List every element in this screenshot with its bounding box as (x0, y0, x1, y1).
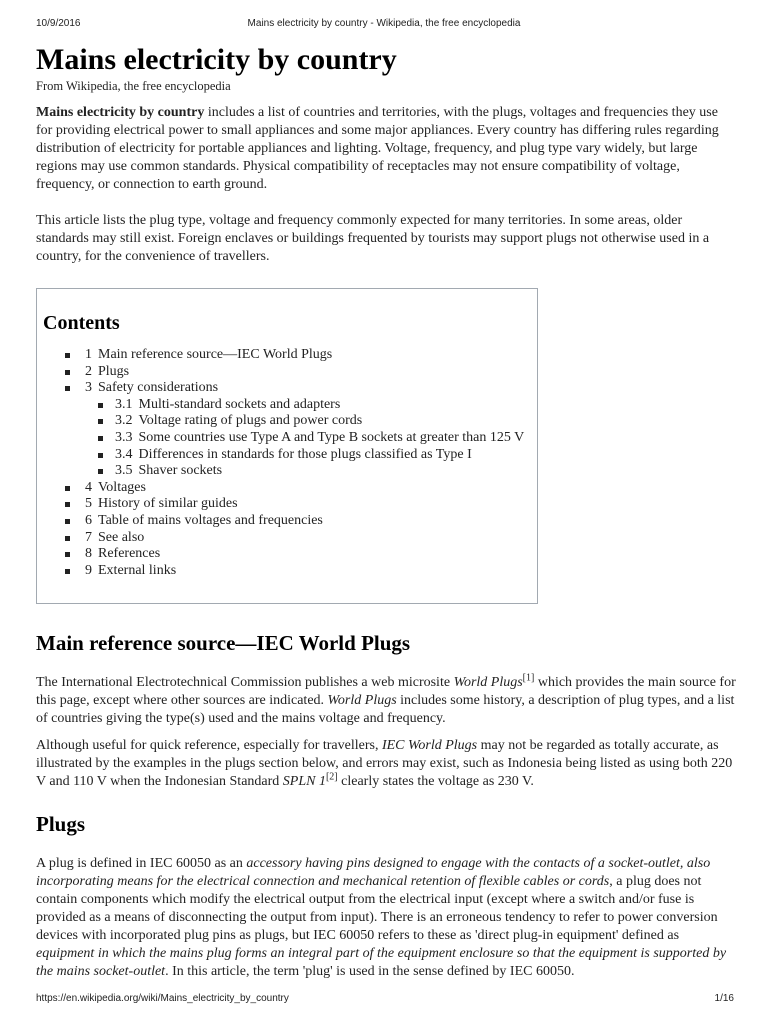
toc-item-number: 8 (85, 546, 92, 562)
toc-item-label[interactable]: Main reference source—IEC World Plugs (98, 347, 333, 362)
toc-item[interactable] (43, 413, 537, 430)
toc-item[interactable] (43, 364, 537, 381)
toc-item-label[interactable]: Plugs (98, 363, 130, 379)
print-date: 10/9/2016 (36, 18, 81, 29)
section1-paragraph-1: The International Electrotechnical Commission publishes a web microsite World Plugs[1] which provides the main source for this page, except where other sources are indicated. World Plugs includes some history, a description of plug types, and a list of countries giving the type(s) used and the mains voltage and frequency. (36, 672, 736, 726)
toc-item-number: 5 (85, 496, 92, 512)
toc-item-number: 3.1 (115, 396, 133, 412)
page-title: Mains electricity by country (36, 43, 397, 76)
toc-item-number: 6 (85, 512, 92, 528)
toc-item-number: 3.2 (115, 413, 133, 429)
print-url: https://en.wikipedia.org/wiki/Mains_electricity_by_country (36, 993, 289, 1004)
scope-paragraph: This article lists the plug type, voltage and frequency commonly expected for many territories. In some areas, older standards may still exist. Foreign enclaves or buildings frequented by tourists may support plugs not otherwise used in a country, for the convenience of travellers. (36, 213, 710, 264)
toc-item[interactable] (43, 546, 537, 563)
toc-item-label[interactable]: Voltage rating of plugs and power cords (138, 413, 363, 429)
toc-item[interactable] (43, 463, 537, 480)
toc-item-label[interactable]: History of similar guides (98, 496, 238, 512)
toc-item[interactable] (43, 563, 537, 580)
intro-paragraph (36, 104, 736, 194)
toc-item[interactable] (43, 380, 537, 397)
intro-text: includes a list of countries and territories, with the plugs, voltages and frequencies they use for providing electrical power to small appliances and some major appliances. Every country has differing rules regarding distribution of electricity for portable appliances and lighting. Voltage, frequency, and plug type vary widely, but large regions may use common standards. Physical compatibility of receptacles may not ensure compatibility of voltage, frequency, or connection to earth ground. (36, 105, 719, 192)
toc-item-number: 3.4 (115, 446, 133, 462)
toc-item-label[interactable]: Table of mains voltages and frequencies (98, 512, 323, 528)
toc-item-label[interactable]: Safety considerations (98, 380, 219, 396)
toc-item-label[interactable]: See also (98, 529, 145, 545)
toc-item-label[interactable]: Some countries use Type A and Type B sockets at greater than 125 V (138, 429, 525, 445)
toc-item-label[interactable]: Multi-standard sockets and adapters (138, 396, 341, 412)
toc-item[interactable] (43, 397, 537, 414)
page-subtitle: From Wikipedia, the free encyclopedia (36, 79, 231, 93)
toc-item-number: 4 (85, 479, 92, 495)
section2-paragraph-1: A plug is defined in IEC 60050 as an accessory having pins designed to engage with the contacts of a socket-outlet, also incorporating means for the electrical connection and mechanical retention of flexible cables or cords, a plug does not contain components which modify the electrical output from the electrical input (except where a switch and/or fuse is provided as a means of disconnecting the output from input). There is an erroneous tendency to refer to power conversion devices with incorporated plug pins as plugs, but IEC 60050 refers to these as 'direct plug-in equipment' defined as equipment in which the mains plug forms an integral part of the equipment enclosure so that the equipment is supported by the mains socket-outlet. In this article, the term 'plug' is used in the sense defined by IEC 60050. (36, 856, 727, 979)
toc-item[interactable] (43, 480, 537, 497)
article-content (36, 42, 736, 981)
toc-item-number: 3 (85, 380, 92, 396)
toc-item-number: 9 (85, 562, 92, 578)
toc-item-number: 7 (85, 529, 92, 545)
link-world-plugs[interactable]: World Plugs (453, 675, 523, 690)
print-page-number: 1/16 (714, 993, 734, 1004)
toc-heading: Contents (43, 312, 120, 334)
toc-item-number: 3.3 (115, 429, 133, 445)
toc-item[interactable] (43, 430, 537, 447)
section1-paragraph-2: Although useful for quick reference, especially for travellers, IEC World Plugs may not be regarded as totally accurate, as illustrated by the examples in the plugs section below, and errors may exist, such as Indonesia being listed as using both 220 V and 110 V when the Indonesian Standard SPLN 1[2] clearly states the voltage as 230 V. (36, 738, 733, 789)
toc-item[interactable] (43, 530, 537, 547)
toc-item[interactable] (43, 513, 537, 530)
section-heading-iec-world-plugs: Main reference source—IEC World Plugs (36, 631, 411, 655)
toc-item-number: 3.5 (115, 463, 133, 479)
toc-list (43, 347, 537, 579)
toc-item[interactable] (43, 347, 537, 364)
toc-item-label[interactable]: Differences in standards for those plugs classified as Type I (138, 446, 472, 462)
toc-item-number: 2 (85, 363, 92, 379)
toc-item-label[interactable]: References (98, 546, 161, 562)
toc-item-label[interactable]: Shaver sockets (138, 463, 223, 479)
reference-2-link[interactable]: [2] (325, 771, 338, 783)
table-of-contents (36, 288, 538, 604)
toc-item[interactable] (43, 496, 537, 513)
toc-item[interactable] (43, 447, 537, 464)
toc-item-label[interactable]: Voltages (98, 479, 146, 495)
section-heading-plugs: Plugs (36, 812, 86, 836)
print-page-title: Mains electricity by country - Wikipedia, the free encyclopedia (247, 18, 521, 29)
toc-item-number: 1 (85, 347, 92, 362)
toc-item-label[interactable]: External links (98, 562, 177, 578)
reference-1-link[interactable]: [1] (522, 672, 535, 684)
intro-bold-term: Mains electricity by country (36, 105, 205, 120)
